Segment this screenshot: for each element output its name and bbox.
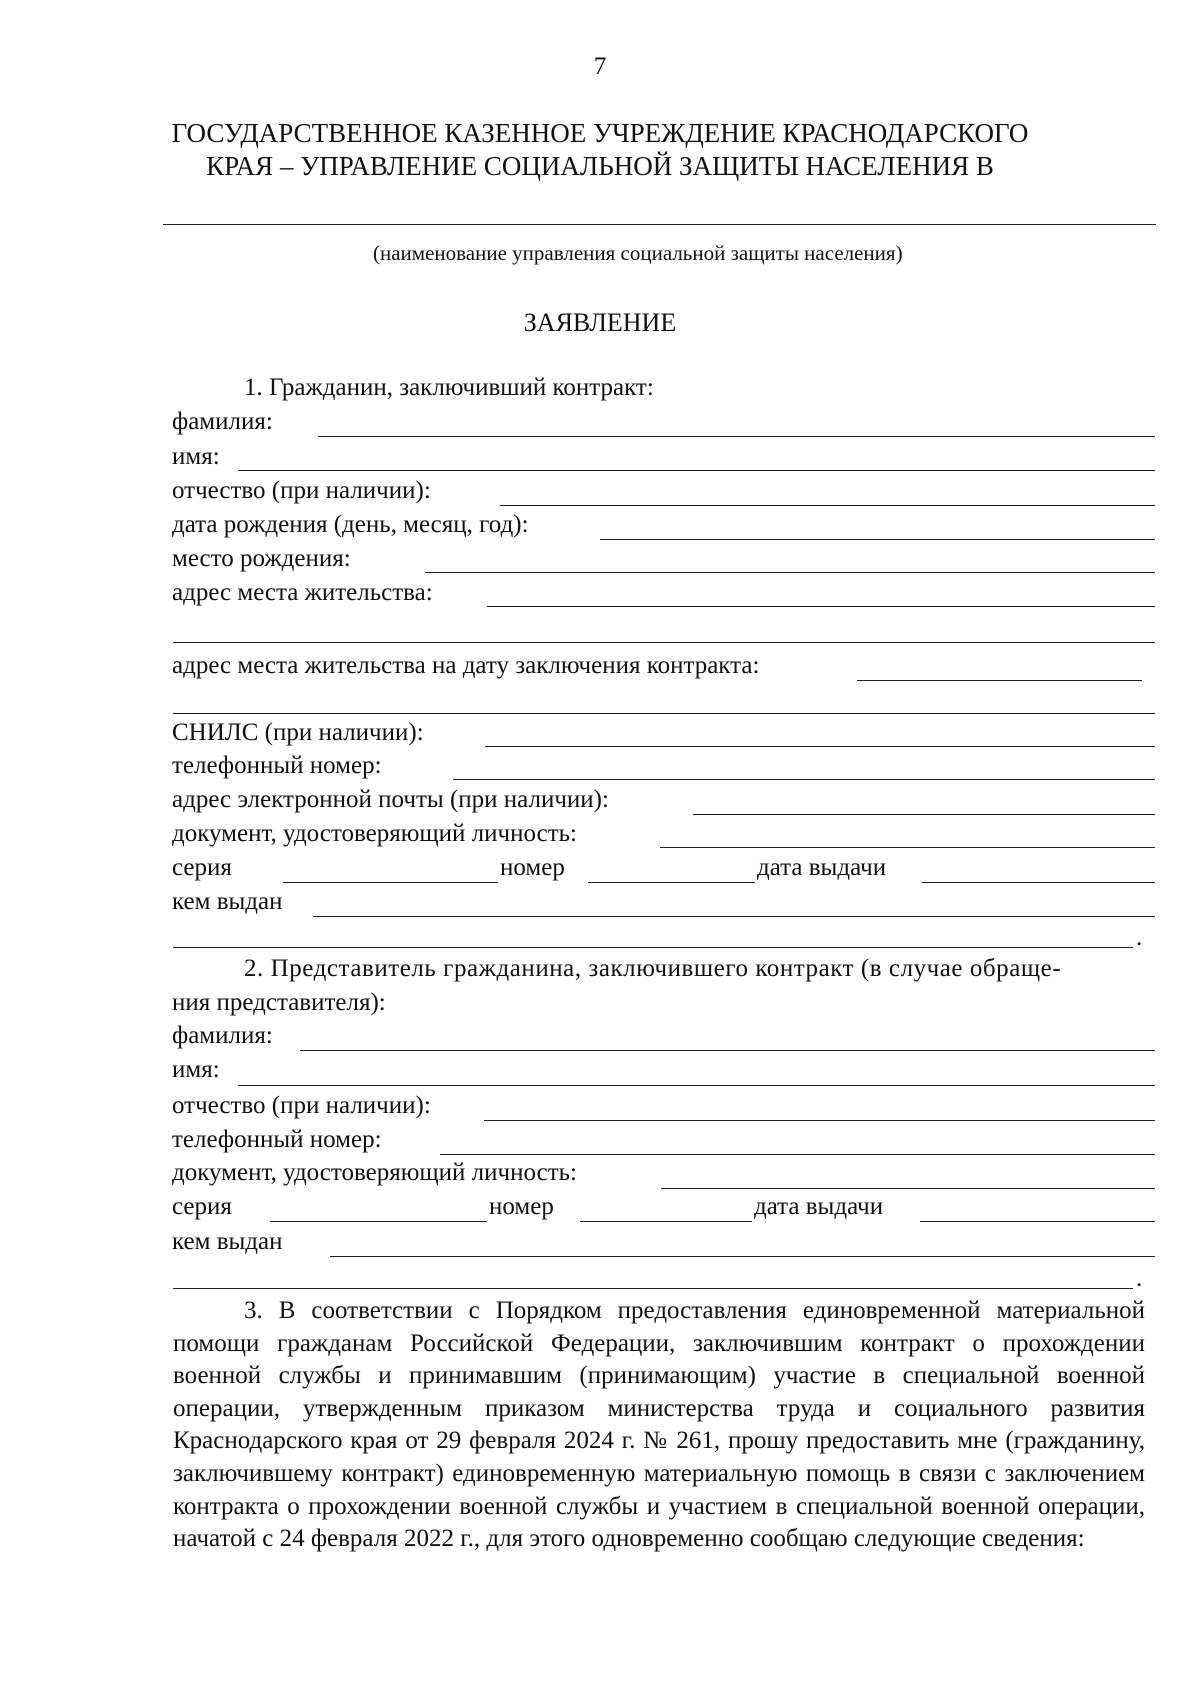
rep-id-document-field[interactable] — [661, 1188, 1155, 1189]
section-2-heading: 2. Представитель гражданина, заключившего контракт (в случае обраще- — [244, 955, 1062, 982]
rep-phone-field[interactable] — [440, 1154, 1155, 1155]
number-field[interactable] — [588, 882, 755, 883]
surname-field[interactable] — [318, 436, 1155, 437]
department-name-field[interactable] — [163, 224, 1156, 225]
page-number: 7 — [593, 53, 607, 80]
rep-number-label: номер — [489, 1193, 554, 1220]
org-header-line-2: КРАЯ – УПРАВЛЕНИЕ СОЦИАЛЬНОЙ ЗАЩИТЫ НАСЕЛЕНИЯ В — [206, 151, 994, 181]
birth-place-field[interactable] — [425, 572, 1155, 573]
birth-date-label: дата рождения (день, месяц, год): — [172, 511, 529, 538]
birth-place-label: место рождения: — [172, 545, 351, 572]
rep-series-field[interactable] — [270, 1221, 487, 1222]
issue-date-label: дата выдачи — [757, 854, 887, 881]
document-title: ЗАЯВЛЕНИЕ — [523, 308, 677, 337]
issue-date-field[interactable] — [922, 882, 1155, 883]
name-field[interactable] — [238, 470, 1155, 471]
address-contract-field[interactable] — [857, 680, 1142, 681]
rep-number-field[interactable] — [580, 1221, 752, 1222]
line-end-dot: . — [1136, 924, 1143, 951]
rep-patronymic-label: отчество (при наличии): — [172, 1092, 431, 1119]
address-field[interactable] — [487, 606, 1155, 607]
snils-label: СНИЛС (при наличии): — [172, 719, 424, 746]
rep-patronymic-field[interactable] — [484, 1120, 1155, 1121]
department-name-caption: (наименование управления социальной защиты населения) — [373, 241, 903, 265]
id-document-label: документ, удостоверяющий личность: — [172, 820, 577, 847]
address-contract-label: адрес места жительства на дату заключения контракта: — [172, 652, 760, 679]
number-label: номер — [500, 854, 565, 881]
series-field[interactable] — [283, 882, 498, 883]
rep-issue-date-label: дата выдачи — [754, 1193, 884, 1220]
email-label: адрес электронной почты (при наличии): — [172, 786, 609, 813]
patronymic-label: отчество (при наличии): — [172, 477, 431, 504]
section-3-paragraph: 3. В соответствии с Порядком предоставления единовременной материальной помощи гражданам Российской Федерации, заключившим контракт о прохождении военной службы и принимавшим (принимающим) участие в специальной военной операции, утвержденным приказом министерства труда и социального развития Краснодарского края от 29 февраля 2024 г. № 261, прошу предоставить мне (гражданину, заключившему контракт) единовременную материальную помощь в связи с заключением контракта о прохождении военной службы и участием в специальной военной операции, начатой с 24 февраля 2022 г., для этого одновременно сообщаю следующие сведения: — [173, 1297, 1145, 1553]
section-2-heading-cont: ния представителя): — [172, 989, 386, 1016]
line-end-dot: . — [1136, 1265, 1143, 1292]
address-contract-field-continuation[interactable] — [173, 713, 1155, 714]
id-document-field[interactable] — [660, 847, 1155, 848]
email-field[interactable] — [693, 814, 1155, 815]
phone-label: телефонный номер: — [172, 752, 382, 779]
rep-surname-label: фамилия: — [172, 1022, 273, 1049]
issued-by-field-continuation[interactable] — [173, 947, 1133, 948]
patronymic-field[interactable] — [500, 505, 1155, 506]
rep-surname-field[interactable] — [300, 1050, 1155, 1051]
birth-date-field[interactable] — [600, 539, 1155, 540]
issued-by-field[interactable] — [313, 916, 1155, 917]
phone-field[interactable] — [453, 779, 1155, 780]
rep-issued-by-field-continuation[interactable] — [173, 1288, 1133, 1289]
name-label: имя: — [172, 443, 220, 470]
rep-issue-date-field[interactable] — [920, 1221, 1155, 1222]
rep-issued-by-label: кем выдан — [172, 1228, 283, 1255]
rep-name-label: имя: — [172, 1056, 220, 1083]
section-1-heading: 1. Гражданин, заключивший контракт: — [244, 374, 654, 401]
rep-series-label: серия — [172, 1193, 232, 1220]
issued-by-label: кем выдан — [172, 888, 283, 915]
snils-field[interactable] — [485, 746, 1155, 747]
address-field-continuation[interactable] — [173, 642, 1155, 643]
surname-label: фамилия: — [172, 408, 273, 435]
rep-name-field[interactable] — [238, 1085, 1155, 1086]
rep-id-document-label: документ, удостоверяющий личность: — [172, 1159, 577, 1186]
address-label: адрес места жительства: — [172, 579, 433, 606]
rep-phone-label: телефонный номер: — [172, 1126, 382, 1153]
series-label: серия — [172, 854, 232, 881]
org-header-line-1: ГОСУДАРСТВЕННОЕ КАЗЕННОЕ УЧРЕЖДЕНИЕ КРАСНОДАРСКОГО — [171, 118, 1029, 148]
rep-issued-by-field[interactable] — [330, 1256, 1155, 1257]
